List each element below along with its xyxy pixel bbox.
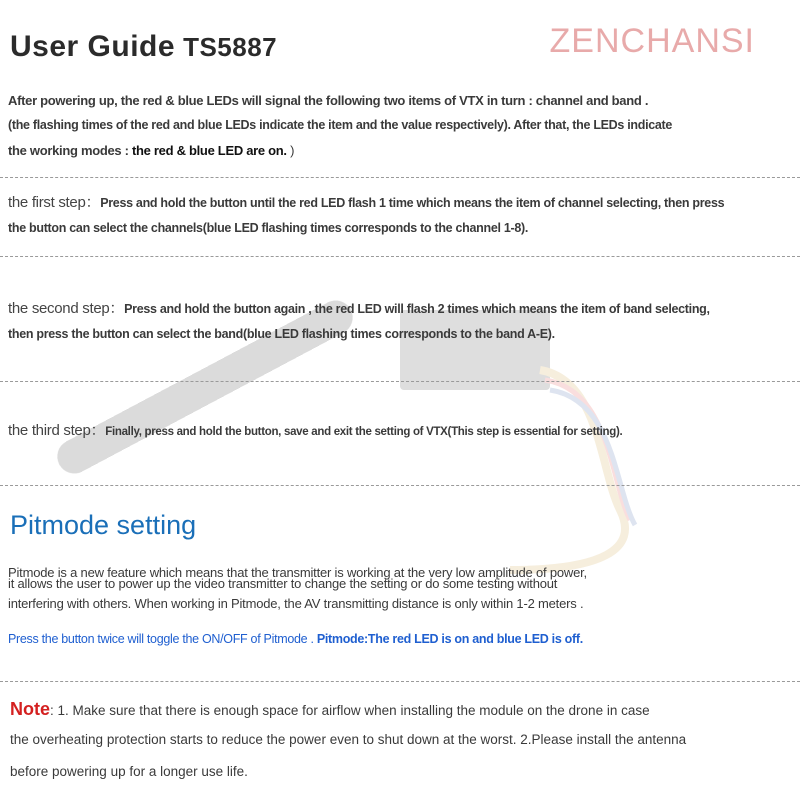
note-line-3: before powering up for a longer use life. [10, 764, 248, 779]
divider [0, 381, 800, 382]
step-1-label: the first step： [8, 194, 101, 211]
pitmode-title: Pitmode setting [10, 510, 197, 540]
pitmode-line-2: it allows the user to power up the video transmitter to change the setting or do some testing without [8, 576, 558, 591]
divider [0, 177, 800, 178]
step-1-text: Press and hold the button until the red LED flash 1 time which means the item of channel selecting, then press [100, 196, 725, 210]
pitmode-description [8, 563, 587, 614]
note-line-1: : 1. Make sure that there is enough space for airflow when installing the module on the drone in case [50, 703, 650, 718]
divider [0, 256, 800, 257]
intro-line-1: After powering up, the red & blue LEDs will signal the following two items of VTX in turn : channel and band . [8, 93, 649, 108]
note-section [10, 696, 686, 788]
intro-text [8, 88, 672, 163]
intro-line-3: the working modes : the red & blue LED are on. ) [8, 143, 295, 158]
step-2-text: Press and hold the button again , the red LED will flash 2 times which means the item of band selecting, [124, 302, 710, 316]
step-3-text: Finally, press and hold the button, save and exit the setting of VTX(This step is essential for setting). [105, 426, 623, 438]
pitmode-line-3: interfering with others. When working in Pitmode, the AV transmitting distance is only within 1-2 meters . [8, 596, 584, 611]
step-3-label: the third step： [8, 422, 106, 439]
page-title: User Guide TS5887 [10, 30, 278, 63]
step-3 [8, 418, 622, 445]
note-label: Note [10, 699, 50, 719]
step-2-text-2: then press the button can select the band(blue LED flashing times corresponds to the band A-E). [8, 327, 555, 341]
note-line-2: the overheating protection starts to reduce the power even to shut down at the worst. 2.Please install the antenna [10, 732, 687, 747]
pitmode-toggle-text: Press the button twice will toggle the ON/OFF of Pitmode . Pitmode:The red LED is on and blue LED is off. [8, 632, 583, 646]
intro-line-2: (the flashing times of the red and blue LEDs indicate the item and the value respectively). After that, the LEDs indicate [8, 118, 673, 132]
divider [0, 485, 800, 486]
step-1 [8, 190, 724, 241]
step-2-label: the second step： [8, 300, 125, 317]
divider [0, 681, 800, 682]
pitmode-state-text: Pitmode:The red LED is on and blue LED is off. [316, 632, 583, 646]
pitmode-line-1: Pitmode is a new feature which means that the transmitter is working at the very low amplitude of power, [8, 565, 587, 580]
step-1-text-2: the button can select the channels(blue LED flashing times corresponds to the channel 1-8). [8, 221, 529, 235]
step-2 [8, 296, 710, 347]
brand-logo: ZENCHANSI [549, 22, 755, 60]
model-number: TS5887 [183, 32, 278, 62]
